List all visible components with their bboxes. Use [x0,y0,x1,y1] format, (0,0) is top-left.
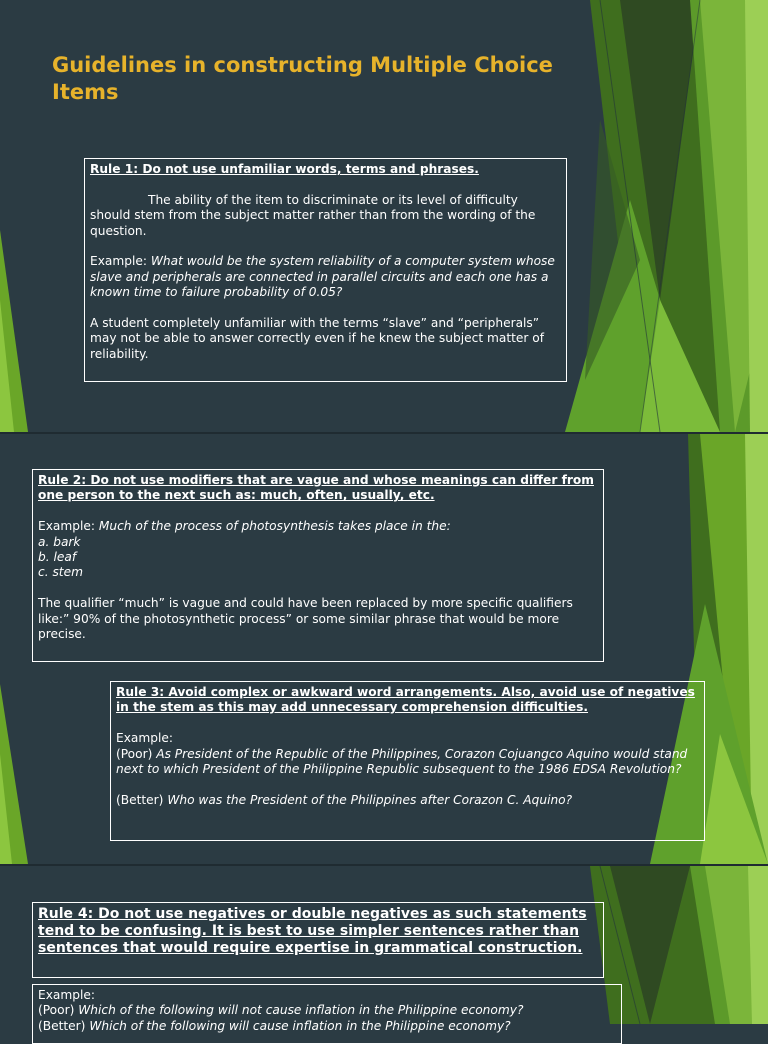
rule-2-explanation: The qualifier “much” is vague and could have been replaced by more specific qualifiers like:” 90% of the photosynthetic process” or some similar phrase that would be more precise. [38,596,573,642]
rule-1-explanation: A student completely unfamiliar with the terms “slave” and “peripherals” may not be able to answer correctly even if he knew the subject matter of reliability. [90,316,545,361]
rule-4-example-label: Example: [38,988,95,1002]
rule-4-heading: Rule 4: Do not use negatives or double negatives as such statements tend to be confusing. It is best to use simpler sentences rather than sentences that would require expertise in grammatical construction. [38,906,587,956]
example-text: Much of the process of photosynthesis takes place in the: [98,519,451,534]
example-label: Example: [90,254,151,269]
option-b: b. leaf [38,550,77,565]
better-text: Which of the following will cause inflation in the Philippine economy? [89,1018,511,1033]
better-label: (Better) [38,1018,90,1033]
option-c: c. stem [38,565,83,580]
rule-4-example-box [32,984,622,1044]
rule-4-box [32,902,604,978]
rule-1-paragraph-first-line: The ability of the item to discriminate or its level of difficulty [148,192,518,207]
slide-3 [0,866,768,1033]
slide-1 [0,0,768,432]
rule-3-poor [116,747,699,778]
poor-text: As President of the Republic of the Philippines, Corazon Cojuangco Aquino would stand next to which President of the Philippine Republic subsequent to the 1986 EDSA Revolution? [116,746,688,777]
rule-1-heading: Rule 1: Do not use unfamiliar words, terms and phrases. [90,162,479,176]
slide-2 [0,434,768,864]
poor-text: Which of the following will not cause inflation in the Philippine economy? [78,1003,524,1018]
rule-3-box [110,681,705,841]
rule-2-example [38,519,598,534]
option-a: a. bark [38,534,81,549]
rule-3-example-label: Example: [116,731,173,746]
slide-title: Guidelines in constructing Multiple Choice Items [52,53,553,104]
rule-2-heading: Rule 2: Do not use modifiers that are vague and whose meanings can differ from one person to the next such as: much, often, usually, etc. [38,473,594,503]
rule-1-box [84,158,567,382]
example-text: What would be the system reliability of a computer system whose slave and peripherals are connected in parallel circuits and each one has a known time to failure probability of 0.05? [90,254,555,300]
example-label: Example: [38,519,99,534]
rule-1-paragraph-rest: should stem from the subject matter rather than from the wording of the question. [90,208,536,238]
poor-label: (Poor) [38,1003,79,1018]
rule-2-box [32,469,604,662]
rule-3-heading: Rule 3: Avoid complex or awkward word arrangements. Also, avoid use of negatives in the stem as this may add unnecessary comprehension difficulties. [116,685,695,715]
rule-4-better [38,1019,616,1034]
rule-3-better [116,793,699,808]
better-label: (Better) [116,792,168,807]
poor-label: (Poor) [116,746,157,761]
rule-1-example [90,254,561,300]
rule-4-poor [38,1003,616,1018]
better-text: Who was the President of the Philippines after Corazon C. Aquino? [167,792,573,807]
